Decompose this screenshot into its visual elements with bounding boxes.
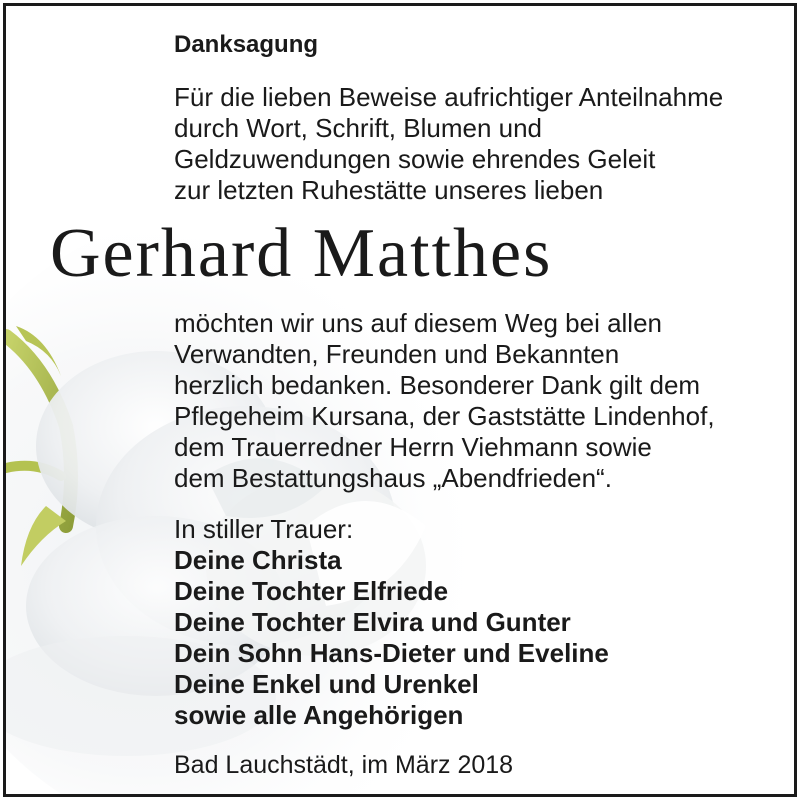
family-member: sowie alle Angehörigen	[174, 700, 464, 730]
deceased-name: Gerhard Matthes	[50, 215, 553, 292]
obituary-card	[3, 3, 797, 797]
thanks-line: herzlich bedanken. Besonderer Dank gilt dem	[174, 370, 701, 400]
thanks-line: Verwandten, Freunden und Bekannten	[174, 339, 620, 369]
family-member: Deine Christa	[174, 545, 342, 575]
thanks-text	[174, 308, 774, 494]
mourning-label: In stiller Trauer:	[174, 514, 354, 544]
intro-line: Für die lieben Beweise aufrichtiger Anteilnahme	[174, 82, 724, 112]
thanks-line: dem Trauerredner Herrn Viehmann sowie	[174, 432, 652, 462]
place-date: Bad Lauchstädt, im März 2018	[174, 751, 514, 779]
intro-line: Geldzuwendungen sowie ehrendes Geleit	[174, 144, 656, 174]
mourners-block	[174, 514, 774, 731]
family-member: Deine Tochter Elfriede	[174, 576, 449, 606]
heading-danksagung: Danksagung	[174, 31, 319, 58]
thanks-line: möchten wir uns auf diesem Weg bei allen	[174, 308, 662, 338]
intro-line: zur letzten Ruhestätte unseres lieben	[174, 175, 604, 205]
thanks-line: dem Bestattungshaus „Abendfrieden“.	[174, 463, 612, 493]
intro-line: durch Wort, Schrift, Blumen und	[174, 113, 543, 143]
thanks-line: Pflegeheim Kursana, der Gaststätte Lindenhof,	[174, 401, 715, 431]
intro-text	[174, 82, 774, 206]
family-member: Deine Enkel und Urenkel	[174, 669, 479, 699]
family-member: Deine Tochter Elvira und Gunter	[174, 607, 571, 637]
family-member: Dein Sohn Hans-Dieter und Eveline	[174, 638, 609, 668]
